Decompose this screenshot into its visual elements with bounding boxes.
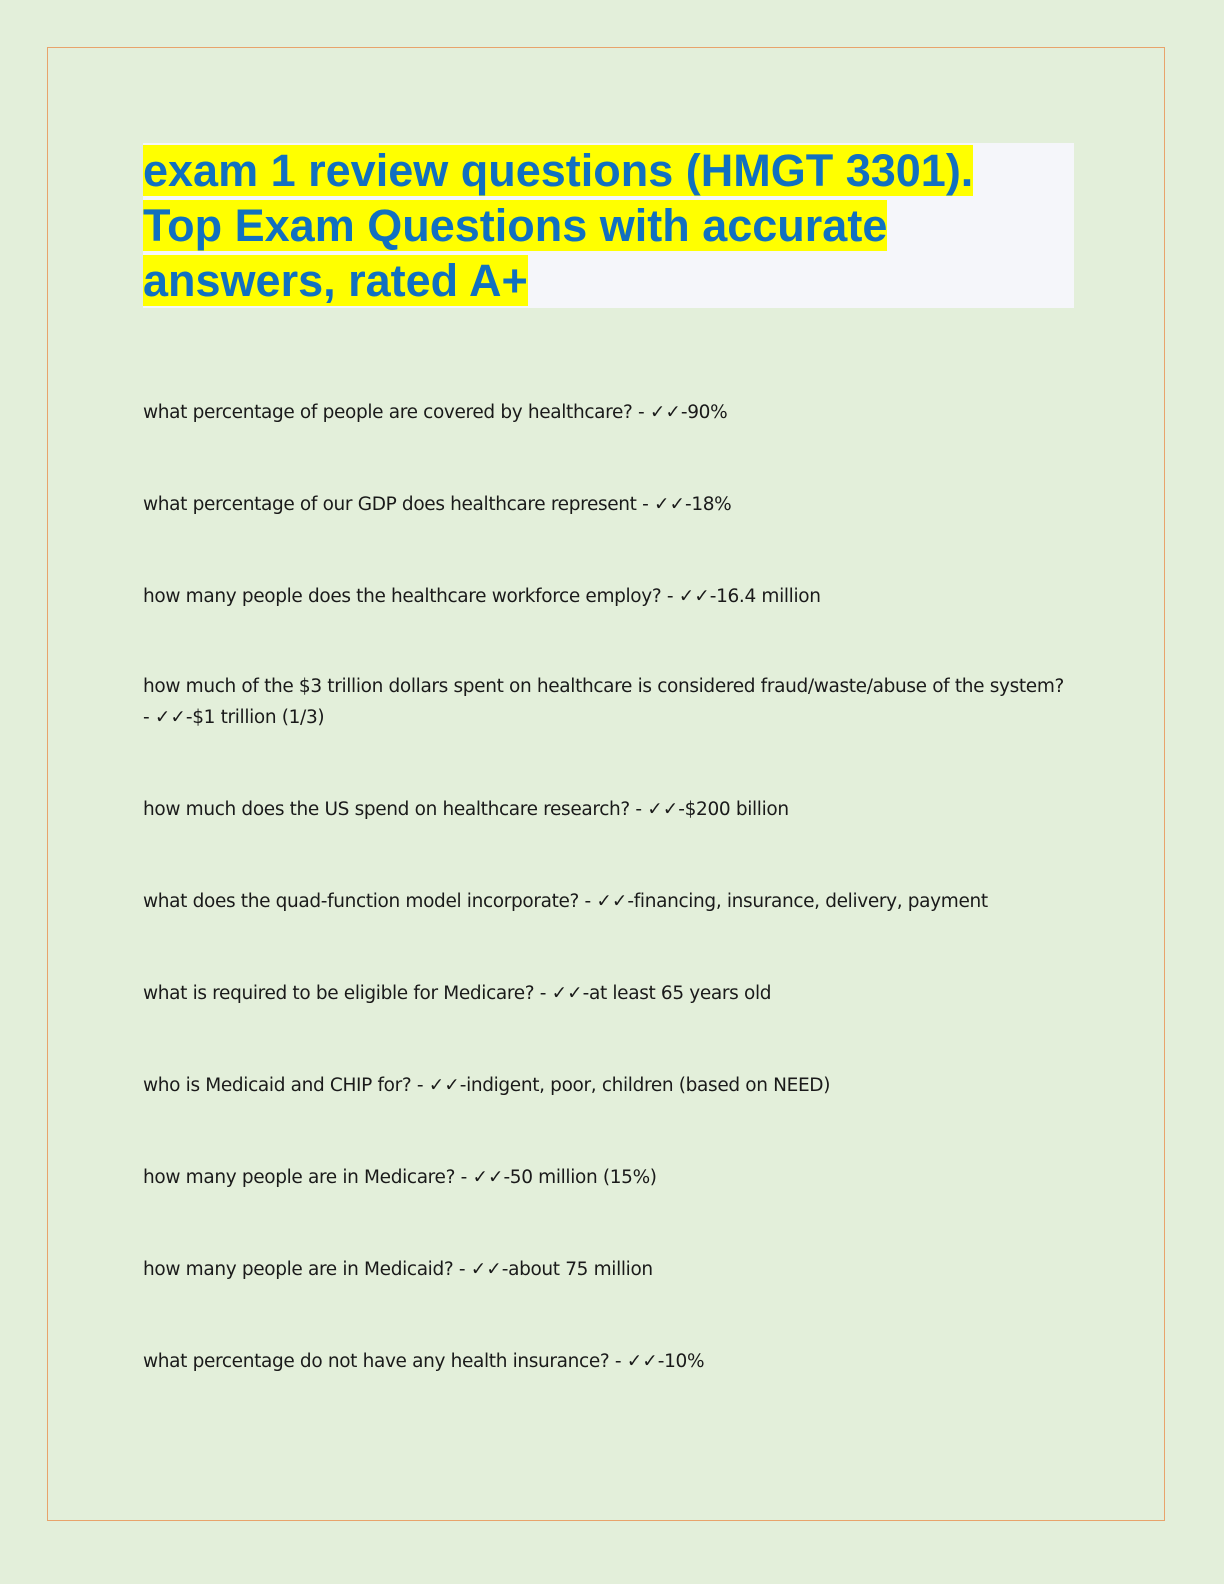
double-check-icon: ✓✓ (649, 402, 681, 423)
answer-text: 50 million (15%) (509, 1167, 657, 1188)
question-text: what percentage do not have any health insurance? (143, 1351, 610, 1372)
double-check-icon: ✓✓ (470, 1259, 502, 1280)
qa-item (143, 794, 1078, 825)
separator: - (636, 494, 654, 515)
qa-item (143, 489, 1078, 520)
answer-text: 10% (664, 1351, 705, 1372)
answer-text: at least 65 years old (588, 983, 772, 1004)
answer-text: 90% (687, 402, 728, 423)
answer-prefix: - (582, 983, 589, 1004)
question-text: what percentage of people are covered by healthcare? (143, 402, 633, 423)
double-check-icon: ✓✓ (626, 1351, 658, 1372)
qa-item (143, 397, 1078, 428)
answer-prefix: - (143, 707, 150, 728)
double-check-icon: ✓✓ (653, 494, 685, 515)
double-check-icon: ✓✓ (596, 891, 628, 912)
question-text: what percentage of our GDP does healthcare represent (143, 494, 637, 515)
qa-item (143, 1254, 1078, 1285)
question-text: how many people does the healthcare workforce employ? (143, 586, 662, 607)
separator: - (579, 891, 597, 912)
answer-text: about 75 million (508, 1259, 653, 1280)
double-check-icon: ✓✓ (472, 1167, 504, 1188)
separator: - (411, 1075, 429, 1096)
separator: - (609, 1351, 627, 1372)
qa-item (143, 1070, 1078, 1101)
answer-prefix: - (185, 707, 193, 728)
answer-text: $200 billion (684, 799, 789, 820)
question-text: what is required to be eligible for Medicare? (143, 983, 535, 1004)
title-block (143, 143, 1074, 308)
question-text: who is Medicaid and CHIP for? (143, 1075, 412, 1096)
answer-prefix: - (459, 1075, 467, 1096)
separator: - (661, 586, 679, 607)
double-check-icon: ✓✓ (678, 586, 710, 607)
answer-prefix: - (627, 891, 634, 912)
question-text: how many people are in Medicaid? (143, 1259, 454, 1280)
answer-prefix: - (685, 494, 692, 515)
title-line-3: answers, rated A+ (143, 255, 528, 306)
answer-text: financing, insurance, delivery, payment (633, 891, 988, 912)
double-check-icon: ✓✓ (647, 799, 679, 820)
title-line-2: Top Exam Questions with accurate (143, 200, 888, 251)
qa-item (143, 671, 1078, 733)
answer-text: indigent, poor, children (based on NEED) (466, 1075, 831, 1096)
answer-prefix: - (680, 402, 688, 423)
qa-item (143, 886, 1078, 917)
title-line-1: exam 1 review questions (HMGT 3301). (143, 145, 974, 196)
answer-text: 16.4 million (716, 586, 821, 607)
answer-prefix: - (503, 1167, 510, 1188)
qa-list (143, 397, 1078, 1377)
question-text: how many people are in Medicare? (143, 1167, 456, 1188)
answer-text: 18% (691, 494, 732, 515)
question-text: what does the quad-function model incorporate? (143, 891, 580, 912)
separator: - (629, 799, 648, 820)
separator: - (453, 1259, 471, 1280)
answer-prefix: - (501, 1259, 509, 1280)
answer-prefix: - (709, 586, 717, 607)
separator: - (534, 983, 552, 1004)
double-check-icon: ✓✓ (154, 707, 186, 728)
question-text: how much does the US spend on healthcare research? (143, 799, 630, 820)
qa-item (143, 581, 1078, 612)
qa-item (143, 1346, 1078, 1377)
separator: - (632, 402, 650, 423)
separator: - (455, 1167, 473, 1188)
answer-prefix: - (678, 799, 685, 820)
answer-prefix: - (657, 1351, 665, 1372)
question-text: how much of the $3 trillion dollars spent on healthcare is considered fraud/waste/abuse of the system? (143, 676, 1064, 697)
double-check-icon: ✓✓ (428, 1075, 460, 1096)
qa-item (143, 978, 1078, 1009)
document-title (143, 143, 1074, 308)
answer-text: $1 trillion (1/3) (192, 707, 325, 728)
double-check-icon: ✓✓ (551, 983, 583, 1004)
qa-item (143, 1162, 1078, 1193)
